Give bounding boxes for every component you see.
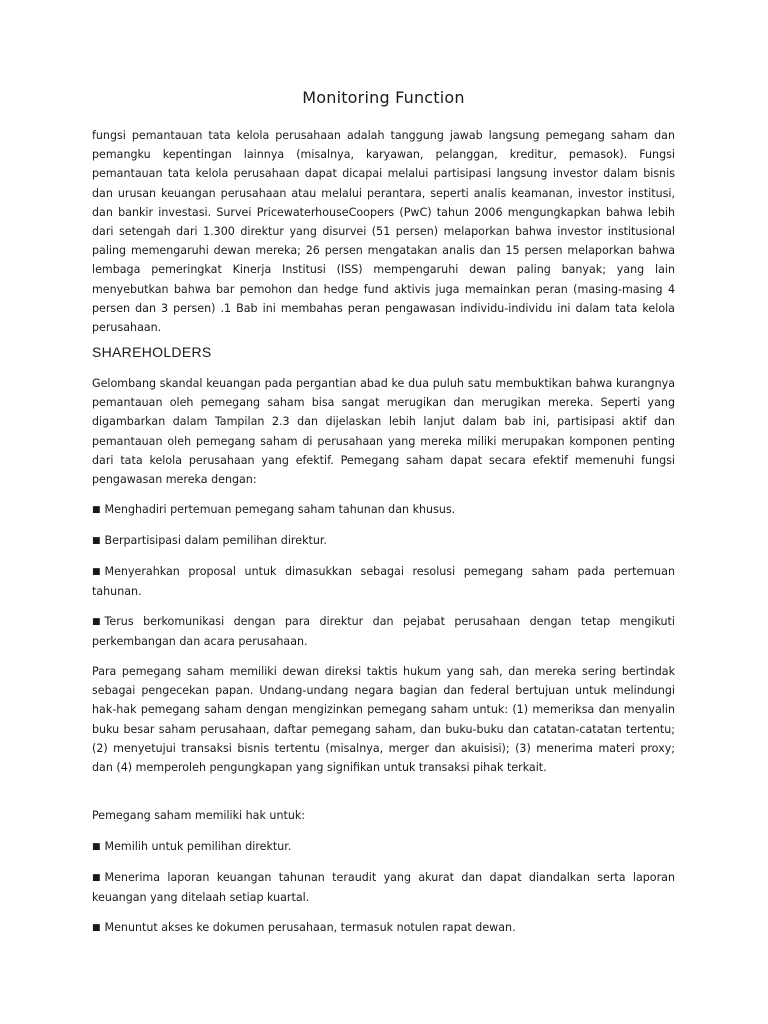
rights-intro: Pemegang saham memiliki hak untuk: (92, 809, 306, 822)
function-item-text: Berpartisipasi dalam pemilihan direktur. (104, 534, 327, 547)
section-intro-paragraph: Gelombang skandal keuangan pada pergantian abad ke dua puluh satu membuktikan bahwa kurangnya pemantauan oleh pemegang saham bisa sangat merugikan dan merugikan mereka. Seperti yang digambarkan dalam Tampilan 2.3 dan dijelaskan lebih lanjut dalam bab ini, partisipasi aktif dan pemantauan oleh pemegang saham di perusahaan yang mereka miliki merupakan komponen penting dari tata kelola perusahaan yang efektif. Pemegang saham dapat secara efektif memenuhi fungsi pengawasan mereka dengan: (92, 377, 675, 487)
bullet-square-icon: ■ (92, 505, 101, 515)
bullet-square-icon: ■ (92, 617, 101, 627)
function-item-4 (92, 612, 675, 651)
rights-item-text: Menerima laporan keuangan tahunan teraudit yang akurat dan dapat diandalkan serta laporan keuangan yang ditelaah setiap kuartal. (92, 871, 675, 905)
bullet-square-icon: ■ (92, 567, 101, 577)
board-paragraph: Para pemegang saham memiliki dewan direksi taktis hukum yang sah, dan mereka sering bertindak sebagai pengecekan papan. Undang-undang negara bagian dan federal bertujuan untuk melindungi hak-hak pemegang saham dengan mengizinkan pemegang saham untuk: (1) memeriksa dan menyalin buku besar saham perusahaan, daftar pemegang saham, dan buku-buku dan catatan-catatan tertentu; (2) menyetujui transaksi bisnis tertentu (misalnya, merger dan akuisisi); (3) menerima materi proxy; dan (4) memperoleh pengungkapan yang signifikan untuk transaksi pihak terkait. (92, 665, 675, 775)
rights-item-2 (92, 868, 675, 907)
rights-item-text: Menuntut akses ke dokumen perusahaan, termasuk notulen rapat dewan. (104, 921, 516, 934)
rights-item-text: Memilih untuk pemilihan direktur. (104, 840, 292, 853)
function-item-3 (92, 562, 675, 601)
bullet-square-icon: ■ (92, 873, 101, 883)
function-item-text: Menghadiri pertemuan pemegang saham tahunan dan khusus. (104, 503, 456, 516)
function-item-text: Terus berkomunikasi dengan para direktur dan pejabat perusahaan dengan tetap mengikuti perkembangan dan acara perusahaan. (92, 615, 675, 649)
bullet-square-icon: ■ (92, 536, 101, 546)
page-title: Monitoring Function (302, 88, 465, 107)
function-item-text: Menyerahkan proposal untuk dimasukkan sebagai resolusi pemegang saham pada pertemuan tahunan. (92, 565, 675, 599)
rights-item-1 (92, 837, 675, 857)
rights-item-3 (92, 918, 675, 938)
document-page (92, 0, 675, 1024)
bullet-square-icon: ■ (92, 842, 101, 852)
function-item-2 (92, 531, 675, 551)
function-item-1 (92, 500, 675, 520)
intro-paragraph: fungsi pemantauan tata kelola perusahaan adalah tanggung jawab langsung pemegang saham dan pemangku kepentingan lainnya (misalnya, karyawan, pelanggan, kreditur, pemasok). Fungsi pemantauan tata kelola perusahaan dapat dicapai melalui partisipasi langsung investor dalam bisnis dan urusan keuangan perusahaan atau melalui perantara, seperti analis keamanan, investor institusi, dan bankir investasi. Survei PricewaterhouseCoopers (PwC) tahun 2006 mengungkapkan bahwa lebih dari setengah dari 1.300 direktur yang disurvei (51 persen) melaporkan bahwa investor institusional paling memengaruhi dewan mereka; 26 persen mengatakan analis dan 15 persen melaporkan bahwa lembaga pemeringkat Kinerja Institusi (ISS) mempengaruhi dewan paling banyak; yang lain menyebutkan bahwa bar pemohon dan hedge fund aktivis juga memainkan peran (masing-masing 4 persen dan 3 persen) .1 Bab ini membahas peran pengawasan individu-individu ini dalam tata kelola perusahaan. (92, 129, 675, 335)
section-heading: SHAREHOLDERS (92, 344, 212, 360)
bullet-square-icon: ■ (92, 923, 101, 933)
